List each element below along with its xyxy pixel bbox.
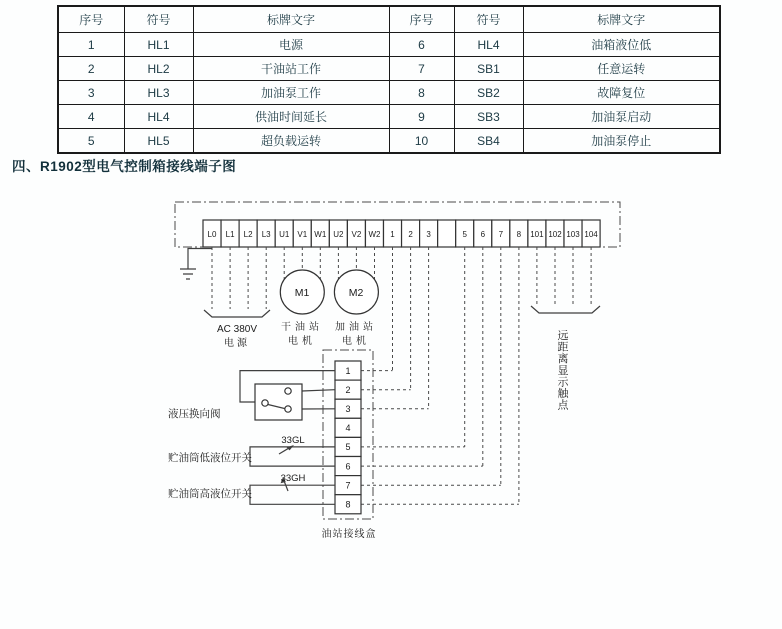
- remote-contacts-label: 远距离显示触点: [557, 330, 569, 412]
- terminal-label: 102: [548, 230, 562, 239]
- table-cell: 油箱液位低: [523, 33, 720, 57]
- table-cell: 6: [389, 33, 454, 57]
- terminal-label: L0: [207, 230, 217, 239]
- terminal-label: L3: [261, 230, 271, 239]
- table-cell: 加油泵停止: [523, 129, 720, 154]
- power-label-line2: 电源: [224, 338, 250, 349]
- table-cell: 8: [389, 81, 454, 105]
- table-cell: 5: [58, 129, 124, 154]
- junction-terminal-label: 5: [345, 442, 351, 453]
- low-switch-tag: 33GL: [281, 435, 305, 446]
- valve-wire: [302, 390, 335, 391]
- diagram-labels: [168, 287, 570, 540]
- table-cell: 加油泵启动: [523, 105, 720, 129]
- table-cell: 故障复位: [523, 81, 720, 105]
- table-cell: 干油站工作: [193, 57, 389, 81]
- table-cell: SB2: [454, 81, 523, 105]
- high-switch-label: 贮油筒高液位开关: [168, 488, 252, 500]
- high-switch-tag: 33GH: [280, 473, 306, 484]
- table-cell: HL5: [124, 129, 193, 154]
- motor1-caption-line2: 电机: [288, 336, 316, 347]
- valve-port: [285, 406, 291, 412]
- terminal-label: 8: [516, 230, 522, 239]
- terminal-label: W1: [314, 230, 327, 239]
- power-label-line1: AC 380V: [216, 324, 258, 335]
- low-switch-wire: [250, 447, 335, 466]
- terminal-label: 1: [390, 230, 395, 239]
- table-cell: HL3: [124, 81, 193, 105]
- terminal-label: 2: [408, 230, 413, 239]
- motor2-caption-line1: 加油站: [335, 322, 377, 333]
- power-brace: [204, 310, 270, 317]
- table-cell: HL1: [124, 33, 193, 57]
- junction-terminal-label: 8: [345, 499, 351, 510]
- table-cell: 3: [58, 81, 124, 105]
- terminal-label: V2: [351, 230, 362, 239]
- table-cell: HL4: [124, 105, 193, 129]
- terminal-label: 7: [498, 230, 504, 239]
- motor2-label: M2: [348, 287, 364, 299]
- junction-terminal-label: 6: [345, 461, 351, 472]
- table-cell: HL4: [454, 33, 523, 57]
- junction-box-label: 油站接线盒: [321, 529, 377, 540]
- table-cell: 4: [58, 105, 124, 129]
- column-header: 符号: [124, 6, 193, 33]
- motor2-caption-line2: 电机: [342, 336, 370, 347]
- table-cell: SB3: [454, 105, 523, 129]
- table-cell: SB4: [454, 129, 523, 154]
- terminal-label: 6: [480, 230, 486, 239]
- valve-port: [262, 400, 268, 406]
- high-switch-wire: [250, 485, 335, 504]
- motor1-label: M1: [294, 287, 310, 299]
- low-switch-label: 贮油筒低液位开关: [168, 452, 252, 464]
- generated-wiring: [175, 202, 620, 519]
- column-header: 标牌文字: [523, 6, 720, 33]
- terminal-label: U2: [333, 230, 344, 239]
- column-header: 标牌文字: [193, 6, 389, 33]
- ground-icon: [180, 249, 212, 280]
- table-cell: 供油时间延长: [193, 105, 389, 129]
- terminal-label: 104: [584, 230, 598, 239]
- table-cell: HL2: [124, 57, 193, 81]
- valve-label: 液压换向阀: [168, 408, 221, 420]
- terminal-label: L1: [225, 230, 235, 239]
- section-heading: 四、R1902型电气控制箱接线端子图: [12, 159, 237, 174]
- junction-terminal-label: 3: [345, 403, 351, 414]
- table-cell: SB1: [454, 57, 523, 81]
- terminal-label: L2: [243, 230, 253, 239]
- remote-brace: [531, 306, 600, 313]
- table-cell: 7: [389, 57, 454, 81]
- terminal-label: W2: [368, 230, 381, 239]
- table-cell: 电源: [193, 33, 389, 57]
- table-cell: 1: [58, 33, 124, 57]
- table-cell: 10: [389, 129, 454, 154]
- terminal-label: 101: [530, 230, 544, 239]
- junction-terminal-label: 4: [345, 423, 351, 434]
- terminal-label: 3: [426, 230, 431, 239]
- table-cell: 9: [389, 105, 454, 129]
- column-header: 序号: [389, 6, 454, 33]
- table-cell: 加油泵工作: [193, 81, 389, 105]
- terminal-label: 103: [566, 230, 580, 239]
- terminal-label: 5: [462, 230, 467, 239]
- terminal-label: V1: [297, 230, 308, 239]
- valve-port: [285, 388, 291, 394]
- terminal-box: [438, 220, 456, 247]
- motor1-caption-line1: 干油站: [281, 322, 323, 333]
- table-cell: 任意运转: [523, 57, 720, 81]
- terminal-label: U1: [279, 230, 290, 239]
- column-header: 符号: [454, 6, 523, 33]
- table-cell: 2: [58, 57, 124, 81]
- junction-terminal-label: 2: [345, 384, 351, 395]
- table-cell: 超负载运转: [193, 129, 389, 154]
- junction-terminal-label: 7: [345, 480, 351, 491]
- junction-terminal-label: 1: [345, 365, 351, 376]
- column-header: 序号: [58, 6, 124, 33]
